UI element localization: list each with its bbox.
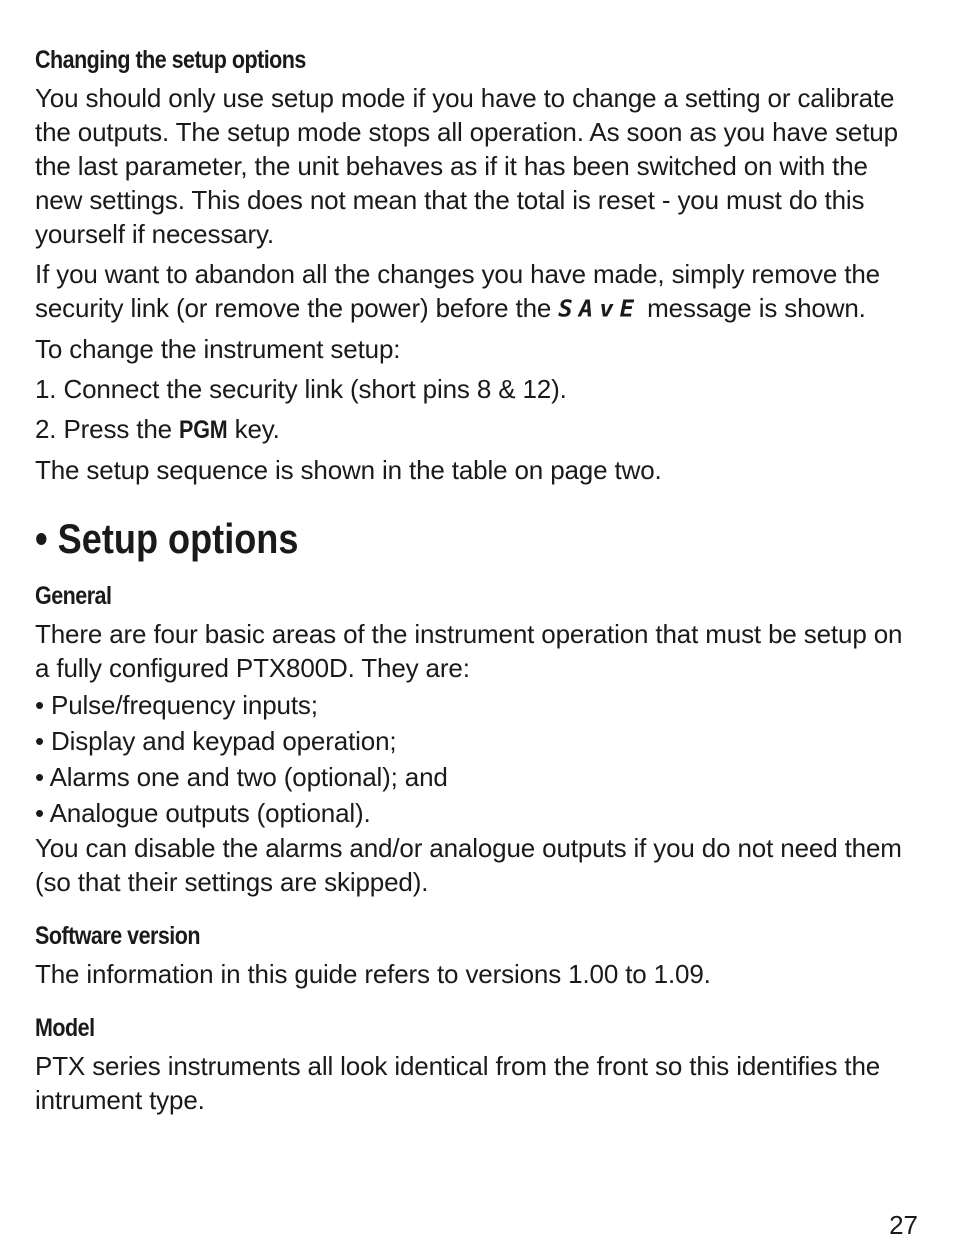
paragraph-change-setup: To change the instrument setup: [35,334,401,364]
list-item: • Alarms one and two (optional); and [35,762,448,792]
pgm-key-label: PGM [179,416,228,444]
paragraph-setup-mode: You should only use setup mode if you have to change a setting or calibrate the outputs. The setup mode stops all operation. As soon as you have setup the last parameter, the unit behaves as if it has been switched on with the new settings. This does not mean that the total is reset - you must do this yourself if necessary. [35,83,898,249]
heading-general: General [35,582,112,610]
paragraph-abandon-text-end: message is shown. [640,293,866,323]
step-1: 1. Connect the security link (short pins 8 & 12). [35,374,567,404]
paragraph-abandon-changes [35,257,920,326]
bullet-list [35,687,920,831]
lcd-save-message: SAvE [558,295,641,323]
paragraph-software-version: The information in this guide refers to versions 1.00 to 1.09. [35,959,711,989]
paragraph-general-intro: There are four basic areas of the instrument operation that must be setup on a fully configured PTX800D. They are: [35,619,903,683]
list-item: • Pulse/frequency inputs; [35,690,318,720]
step-2-text-end: key. [227,414,280,444]
paragraph-model: PTX series instruments all look identical from the front so this identifies the intrument type. [35,1051,881,1115]
paragraph-setup-sequence: The setup sequence is shown in the table on page two. [35,455,662,485]
paragraph-abandon-text-start: If you want to abandon all the changes you have made, simply remove the security link (or remove the power) before the [35,259,880,323]
section-title-setup-options: • Setup options [35,515,299,562]
heading-model: Model [35,1014,95,1042]
list-item: • Display and keypad operation; [35,726,397,756]
paragraph-general-outro: You can disable the alarms and/or analogue outputs if you do not need them (so that their settings are skipped). [35,833,902,897]
page-number: 27 [889,1210,918,1240]
step-2-text-start: 2. Press the [35,414,180,444]
heading-changing-setup-options: Changing the setup options [35,46,306,74]
heading-software-version: Software version [35,922,200,950]
step-2 [35,412,920,447]
page-content [35,0,920,1117]
list-item: • Analogue outputs (optional). [35,798,371,828]
